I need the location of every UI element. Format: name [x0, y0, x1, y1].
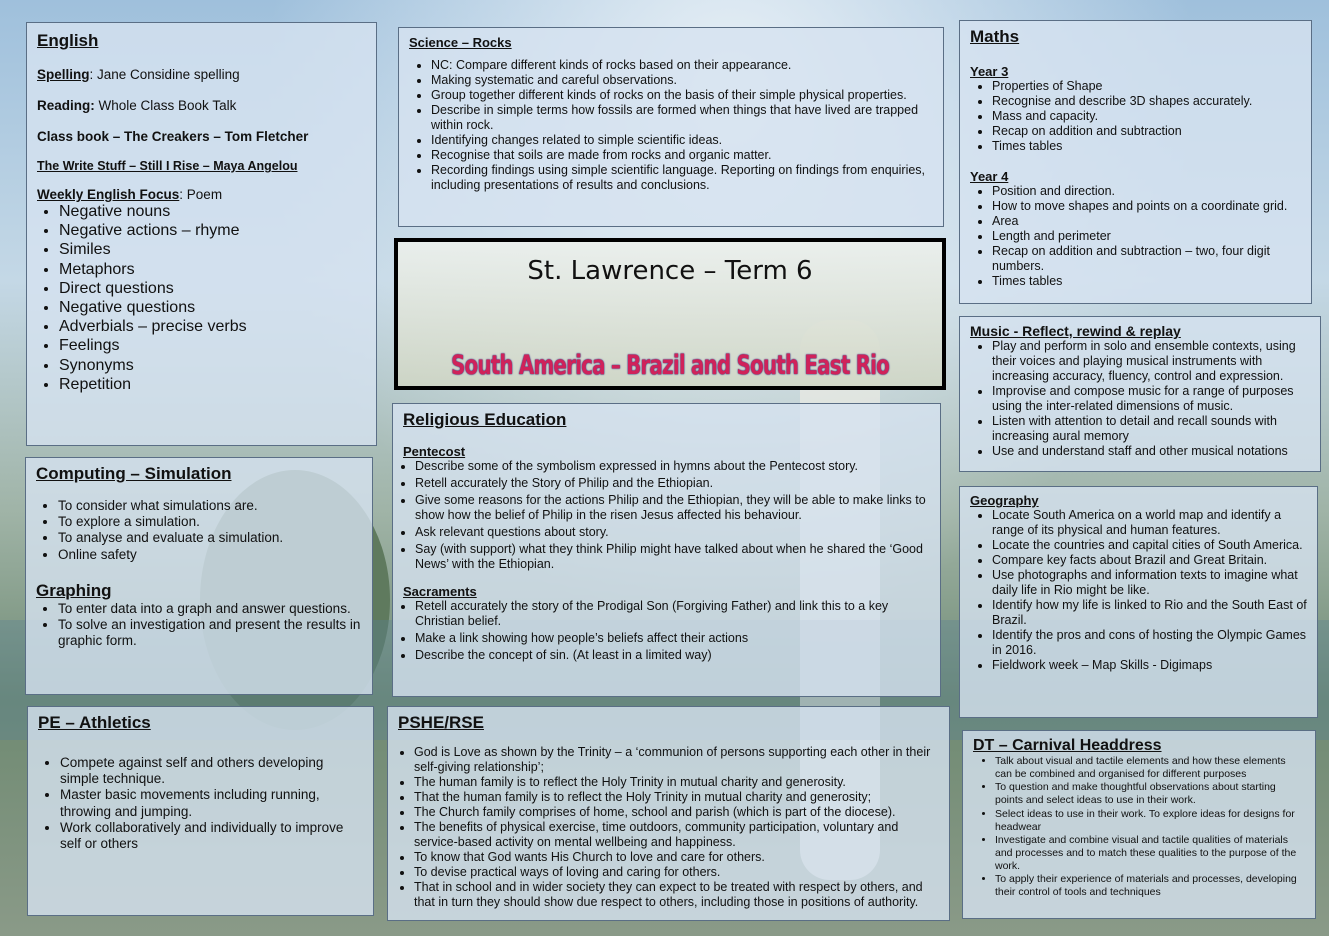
list-item: • To know that God wants His Church to love and care for others.: [414, 850, 939, 865]
science-list: [409, 58, 933, 193]
list-item: • Recording findings using simple scientific language. Reporting on findings from enquiries, including presentations of results and conclusions.: [431, 163, 933, 193]
list-item: • Master basic movements including running, throwing and jumping.: [60, 787, 363, 819]
list-item: • Talk about visual and tactile elements and how these elements can be combined and organised for different purposes: [995, 755, 1305, 781]
dt-heading: DT – Carnival Headdress: [973, 737, 1162, 754]
year4-heading: Year 4: [970, 169, 1009, 184]
english-heading: English: [37, 31, 99, 50]
list-item: • Use and understand staff and other musical notations: [992, 444, 1310, 459]
reading-value: Whole Class Book Talk: [94, 98, 237, 113]
spelling-value: : Jane Considine spelling: [89, 67, 240, 82]
list-item: • Improvise and compose music for a range of purposes using the inter-related dimensions of music.: [992, 384, 1310, 414]
pshe-panel: [387, 706, 950, 921]
pentecost-list: [403, 459, 930, 572]
list-item: • How to move shapes and points on a coordinate grid.: [992, 199, 1301, 214]
focus-label: Weekly English Focus: [37, 187, 180, 202]
list-item: • Compare key facts about Brazil and Great Britain.: [992, 553, 1307, 568]
list-item: • Identify the pros and cons of hosting the Olympic Games in 2016.: [992, 628, 1307, 658]
list-item: • Play and perform in solo and ensemble contexts, using their voices and playing musical instruments with increasing accuracy, fluency, control and expression.: [992, 339, 1310, 384]
list-item: • Say (with support) what they think Philip might have talked about when he shared the ‘Good News’ with the Ethiopian.: [415, 542, 930, 572]
list-item: • Feelings: [59, 336, 366, 355]
list-item: • That the human family is to reflect the Holy Trinity in mutual charity and generosity;: [414, 790, 939, 805]
list-item: • God is Love as shown by the Trinity – a ‘communion of persons supporting each other in their self-giving relationship’;: [414, 745, 939, 775]
list-item: • Make a link showing how people’s beliefs affect their actions: [415, 631, 930, 646]
re-panel: [392, 403, 941, 697]
list-item: • Direct questions: [59, 279, 366, 298]
pe-heading: PE – Athletics: [38, 713, 151, 732]
list-item: • Describe in simple terms how fossils are formed when things that have lived are trapped within rock.: [431, 103, 933, 133]
maths-heading: Maths: [970, 27, 1020, 46]
year4-list: [970, 184, 1301, 289]
list-item: • Retell accurately the Story of Philip and the Ethiopian.: [415, 476, 930, 491]
list-item: • Similes: [59, 240, 366, 259]
english-list: [37, 202, 366, 394]
list-item: • Describe the concept of sin. (At least in a limited way): [415, 648, 930, 663]
list-item: • Metaphors: [59, 260, 366, 279]
list-item: • Recap on addition and subtraction: [992, 124, 1301, 139]
list-item: • Recap on addition and subtraction – two, four digit numbers.: [992, 244, 1301, 274]
list-item: • Give some reasons for the actions Philip and the Ethiopian, they will be able to make links to show how the belief of Philip in the risen Jesus affected his behaviour.: [415, 493, 930, 523]
sacraments-heading: Sacraments: [403, 584, 477, 599]
year3-heading: Year 3: [970, 64, 1009, 79]
sacraments-list: [403, 599, 930, 663]
computing-list: [36, 498, 362, 563]
geography-panel: [959, 486, 1318, 718]
music-panel: [959, 316, 1321, 472]
graphing-list: [36, 601, 362, 650]
list-item: • Describe some of the symbolism expressed in hymns about the Pentecost story.: [415, 459, 930, 474]
spelling-label: Spelling: [37, 67, 90, 82]
list-item: • Negative questions: [59, 298, 366, 317]
list-item: • Investigate and combine visual and tactile qualities of materials and processes and to match these qualities to the purpose of the work.: [995, 834, 1305, 873]
list-item: • To apply their experience of materials and processes, developing their control of tools and techniques: [995, 873, 1305, 899]
list-item: • Length and perimeter: [992, 229, 1301, 244]
reading-line: [37, 98, 366, 113]
dt-list: [973, 755, 1305, 899]
list-item: • Compete against self and others developing simple technique.: [60, 755, 363, 787]
list-item: • Repetition: [59, 375, 366, 394]
list-item: • Synonyms: [59, 356, 366, 375]
list-item: • Recognise and describe 3D shapes accurately.: [992, 94, 1301, 109]
geography-heading: Geography: [970, 493, 1039, 508]
pe-panel: [27, 706, 374, 916]
list-item: • Online safety: [58, 547, 362, 563]
list-item: • The benefits of physical exercise, time outdoors, community participation, voluntary and service-based activity on mental wellbeing and happiness.: [414, 820, 939, 850]
spelling-line: [37, 67, 366, 82]
write-stuff: The Write Stuff – Still I Rise – Maya Angelou: [37, 159, 298, 173]
list-item: • Identifying changes related to simple scientific ideas.: [431, 133, 933, 148]
list-item: • That in school and in wider society they can expect to be treated with respect by others, and that in turn they should show due respect to others, including those in positions of authority.: [414, 880, 939, 910]
list-item: • NC: Compare different kinds of rocks based on their appearance.: [431, 58, 933, 73]
title-box: [394, 238, 946, 390]
list-item: • Negative actions – rhyme: [59, 221, 366, 240]
music-heading: Music - Reflect, rewind & replay: [970, 323, 1181, 339]
list-item: • Retell accurately the story of the Prodigal Son (Forgiving Father) and link this to a key Christian belief.: [415, 599, 930, 629]
list-item: • To analyse and evaluate a simulation.: [58, 530, 362, 546]
pe-list: [38, 755, 363, 852]
list-item: • The Church family comprises of home, school and parish (which is part of the diocese).: [414, 805, 939, 820]
page-title: St. Lawrence – Term 6: [527, 256, 813, 286]
english-panel: [26, 22, 377, 446]
list-item: • Ask relevant questions about story.: [415, 525, 930, 540]
list-item: • To solve an investigation and present the results in graphic form.: [58, 617, 362, 649]
list-item: • Locate the countries and capital cities of South America.: [992, 538, 1307, 553]
maths-panel: [959, 20, 1312, 304]
science-heading: Science – Rocks: [409, 35, 512, 50]
re-heading: Religious Education: [403, 410, 567, 429]
year3-list: [970, 79, 1301, 154]
list-item: • Locate South America on a world map and identify a range of its physical and human features.: [992, 508, 1307, 538]
list-item: • Use photographs and information texts to imagine what daily life in Rio might be like.: [992, 568, 1307, 598]
list-item: • Mass and capacity.: [992, 109, 1301, 124]
list-item: • Identify how my life is linked to Rio and the South East of Brazil.: [992, 598, 1307, 628]
music-list: [970, 339, 1310, 459]
list-item: • Group together different kinds of rocks on the basis of their simple physical properties.: [431, 88, 933, 103]
list-item: • Adverbials – precise verbs: [59, 317, 366, 336]
list-item: • Listen with attention to detail and recall sounds with increasing aural memory: [992, 414, 1310, 444]
list-item: • Negative nouns: [59, 202, 366, 221]
pshe-list: [398, 745, 939, 910]
list-item: • To enter data into a graph and answer questions.: [58, 601, 362, 617]
focus-value: : Poem: [179, 187, 223, 202]
geography-list: [970, 508, 1307, 673]
list-item: • Work collaboratively and individually to improve self or others: [60, 820, 363, 852]
list-item: • Area: [992, 214, 1301, 229]
science-panel: [398, 27, 944, 227]
computing-heading: Computing – Simulation: [36, 464, 232, 483]
list-item: • Properties of Shape: [992, 79, 1301, 94]
list-item: • To consider what simulations are.: [58, 498, 362, 514]
list-item: • Recognise that soils are made from rocks and organic matter.: [431, 148, 933, 163]
page-subtitle: South America – Brazil and South East Rio: [450, 350, 890, 381]
focus-line: [37, 187, 366, 202]
list-item: • Select ideas to use in their work. To explore ideas for designs for headwear: [995, 808, 1305, 834]
list-item: • Position and direction.: [992, 184, 1301, 199]
list-item: • To explore a simulation.: [58, 514, 362, 530]
computing-panel: [25, 457, 373, 695]
list-item: • To question and make thoughtful observations about starting points and select ideas to use in their work.: [995, 781, 1305, 807]
list-item: • Fieldwork week – Map Skills - Digimaps: [992, 658, 1307, 673]
list-item: • To devise practical ways of loving and caring for others.: [414, 865, 939, 880]
list-item: • Times tables: [992, 139, 1301, 154]
pentecost-heading: Pentecost: [403, 444, 466, 459]
list-item: • Making systematic and careful observations.: [431, 73, 933, 88]
reading-label: Reading:: [37, 98, 95, 113]
list-item: • The human family is to reflect the Holy Trinity in mutual charity and generosity.: [414, 775, 939, 790]
pshe-heading: PSHE/RSE: [398, 713, 484, 732]
graphing-heading: Graphing: [36, 580, 112, 600]
dt-panel: [962, 730, 1316, 919]
list-item: • Times tables: [992, 274, 1301, 289]
class-book: Class book – The Creakers – Tom Fletcher: [37, 129, 309, 144]
